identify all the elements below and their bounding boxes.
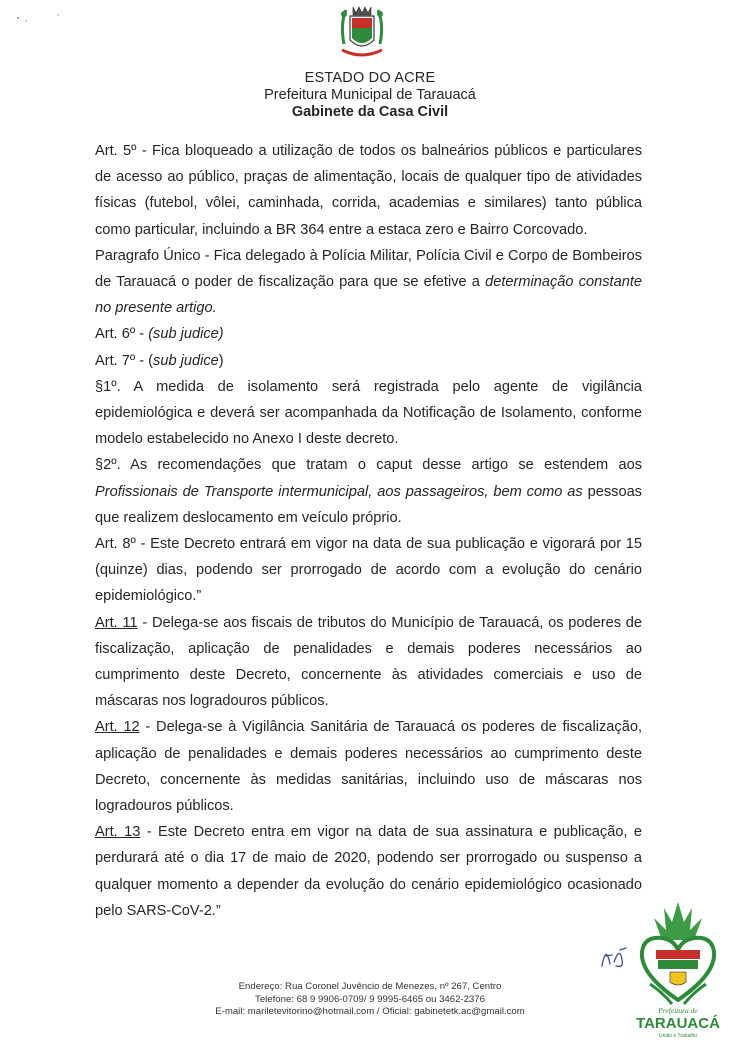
article-11 (95, 610, 642, 715)
state-name: ESTADO DO ACRE (304, 70, 436, 86)
paragrafo-unico (95, 243, 642, 322)
article-12 (95, 714, 642, 819)
article-8: Art. 8º - Este Decreto entrará em vigor na data de sua publicação e vigorará por 15 (quinze) dias, podendo ser prorrogado de acordo com a evolução do cenário epidemiológico.” (95, 536, 642, 605)
article-11-text: - Delega-se aos fiscais de tributos do Município de Tarauacá, os poderes de fiscalização, aplicação de penalidades e demais poderes necessários ao cumprimento deste Decreto, concernente às atividades comerciais e uso de máscaras nos logradouros públicos. (95, 614, 642, 710)
office-name: Gabinete da Casa Civil (291, 104, 449, 120)
article-11-label: Art. 11 (95, 614, 138, 631)
paragrafo-unico-text: Paragrafo Único - Fica delegado à Polícia Militar, Polícia Civil e Corpo de Bombeiros de Tarauacá o poder de fiscalização para que se efetive a (95, 247, 642, 291)
document-header (0, 70, 740, 121)
article-13-label: Art. 13 (95, 824, 141, 841)
article-7-status: sub judice (153, 352, 219, 369)
decree-body (95, 138, 642, 924)
footer-address: Endereço: Rua Coronel Juvêncio de Menezes, nº 267, Centro (238, 981, 502, 992)
logo-motto: União e Trabalho (658, 1033, 698, 1039)
document-footer (170, 981, 570, 1019)
footer-email: E-mail: mariletevitorino@hotmail.com / Oficial: gabinetetk.ac@gmail.com (215, 1006, 525, 1017)
tarauaca-logo (632, 900, 724, 1040)
footer-phone: Telefone: 68 9 9906-0709/ 9 9995-6465 ou 3462-2376 (255, 993, 485, 1005)
paragraph-2-italic: Profissionais de Transporte intermunicipal, aos passageiros, bem como as (95, 483, 583, 500)
article-13-text: - Este Decreto entra em vigor na data de sua assinatura e publicação, e perdurará até o dia 17 de maio de 2020, podendo ser prorrogado ou suspenso a qualquer momento a depender da evolução do cenário epidemiológico ocasionado pelo SARS-CoV-2.” (95, 824, 643, 919)
paragraph-2 (95, 452, 642, 531)
article-6-status: (sub judice) (148, 326, 224, 343)
article-13 (95, 819, 642, 924)
municipal-coat-of-arms (330, 2, 394, 62)
article-5: Art. 5º - Fica bloqueado a utilização de todos os balneários públicos e particulares de acesso ao público, praças de alimentação, locais de qualquer tipo de atividades físicas (futebol, vôlei, caminhada, corrida, academias e similares) tanto pública como particular, incluindo a BR 364 entre a estaca zero e Bairro Corcovado. (95, 143, 642, 238)
article-6-label: Art. 6º - (95, 326, 149, 343)
paragrafo-unico-italic: determinação constante no presente artigo. (95, 274, 642, 317)
article-12-text: - Delega-se à Vigilância Sanitária de Tarauacá os poderes de fiscalização, aplicação de penalidades e demais poderes necessários ao cumprimento deste Decreto, concernente às medidas sanitárias, incluindo uso de máscaras nos logradouros públicos. (95, 719, 642, 815)
article-6 (95, 321, 642, 347)
paragraph-2-end: pessoas que realizem deslocamento em veículo próprio. (95, 483, 642, 526)
municipality-name: Prefeitura Municipal de Tarauacá (264, 87, 476, 103)
article-7-close: ) (218, 352, 224, 369)
paragraph-2-text: §2º. As recomendações que tratam o caput desse artigo se estendem aos (95, 457, 642, 474)
article-12-label: Art. 12 (95, 719, 140, 736)
article-7 (95, 348, 642, 374)
logo-line-1: Prefeitura de (658, 1006, 698, 1015)
scan-marks (12, 8, 62, 28)
article-7-label: Art. 7º - ( (95, 352, 154, 369)
paragraph-1: §1º. A medida de isolamento será registrada pelo agente de vigilância epidemiológica e deverá ser acompanhada da Notificação de Isolamento, conforme modelo estabelecido no Anexo I deste decreto. (95, 378, 642, 448)
logo-name: TARAUACÁ (636, 1015, 720, 1032)
signature-initials (596, 940, 632, 972)
